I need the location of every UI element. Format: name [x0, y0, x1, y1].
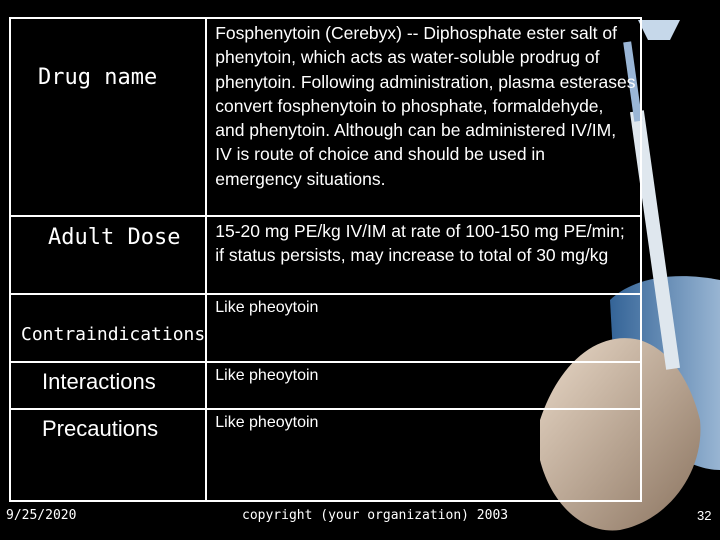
table-row [10, 362, 641, 409]
row-label: Contraindications [21, 324, 206, 345]
row-label: Drug name [38, 65, 158, 90]
row-label: Interactions [42, 369, 156, 394]
footer-copyright: copyright (your organization) 2003 [242, 508, 509, 523]
row-value: 15-20 mg PE/kg IV/IM at rate of 100-150 mg PE/min; if status persists, may increase to total of 30 mg/kg [215, 221, 625, 266]
table-row [10, 409, 641, 501]
row-value: Like pheoytoin [215, 414, 319, 431]
row-value: Fosphenytoin (Cerebyx) -- Diphosphate ester salt of phenytoin, which acts as water-soluble prodrug of phenytoin. Following administration, plasma esterases convert fosphenytoin to phosphate, formaldehyde, and phenytoin. Although can be administered IV/IM, IV is route of choice and should be used in emergency situations. [215, 23, 636, 189]
table-row [10, 18, 641, 216]
row-value: Like pheoytoin [215, 367, 319, 384]
row-value: Like pheoytoin [215, 299, 319, 316]
table-row [10, 294, 641, 362]
footer-date: 9/25/2020 [6, 508, 77, 523]
page-number: 32 [697, 508, 712, 523]
row-label: Precautions [42, 416, 159, 441]
row-label: Adult Dose [48, 225, 181, 250]
drug-info-table [9, 17, 642, 502]
table-row [10, 216, 641, 294]
